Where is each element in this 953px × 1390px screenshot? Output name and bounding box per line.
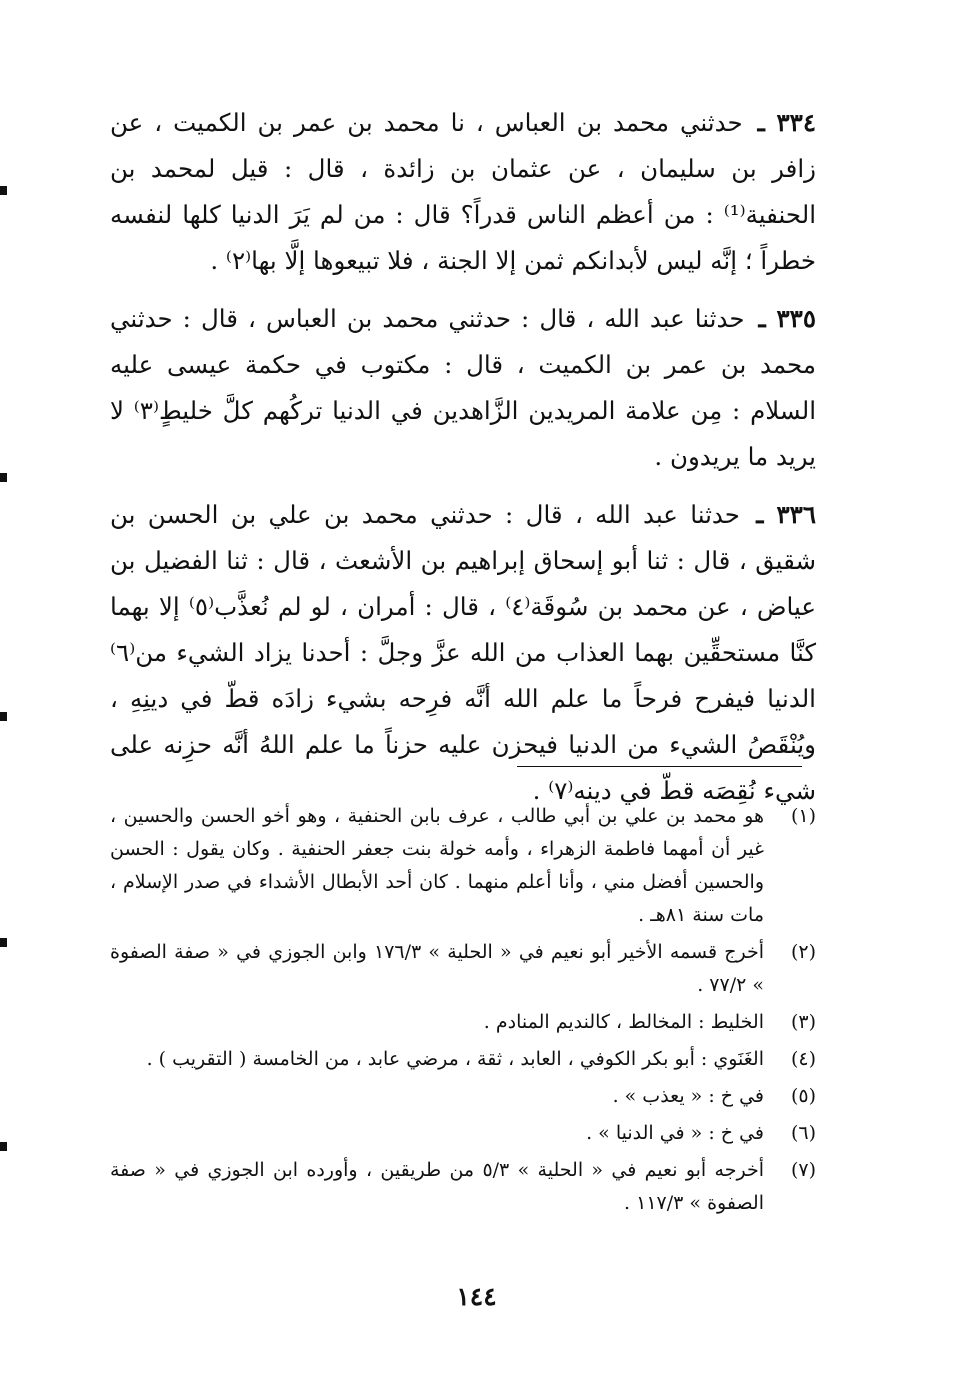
paragraph-text: حدثني محمد بن العباس ، نا محمد بن عمر بن الكميت ، عن زافر بن سليمان ، عن عثمان بن زائدة ، قال : قيل لمحمد بن الحنفية⁽¹⁾ : من أعظم الناس قدراً؟ قال : من لم يَرَ الدنيا كلها لنفسه خطراً ؛ إنَّه ليس لأبدانكم ثمن إلا الجنة ، فلا تبيعوها إلَّا بها⁽٢⁾ . bbox=[110, 108, 816, 275]
footnote-separator bbox=[517, 766, 802, 767]
paragraph-text: حدثنا عبد الله ، قال : حدثني محمد بن العباس ، قال : حدثني محمد بن عمر بن الكميت ، قال : مكتوب في حكمة عيسى عليه السلام : مِن علامة المريدين الزَّاهدين في الدنيا تركُهم كلَّ خليطٍ⁽٣⁾ لا يريد ما يريدون . bbox=[110, 304, 816, 471]
footnote-2 bbox=[110, 936, 816, 1002]
footnote-mark: (٤) bbox=[790, 1048, 816, 1070]
footnote-text: في خ : « في الدنيا » . bbox=[586, 1122, 764, 1144]
scan-mark bbox=[0, 1142, 7, 1151]
footnote-5 bbox=[110, 1080, 816, 1113]
scan-mark bbox=[0, 712, 7, 721]
footnote-7 bbox=[110, 1154, 816, 1220]
footnote-text: هو محمد بن علي بن أبي طالب ، عرف بابن الحنفية ، وهو أخو الحسن والحسين ، غير أن أمهما فاطمة الزهراء ، وأمه خولة بنت جعفر الحنفية . وكان يقول : الحسن والحسين أفضل مني ، وأنا أعلم منهما . كان أحد الأبطال الأشداء في صدر الإسلام ، مات سنة ٨١هـ . bbox=[110, 805, 764, 926]
footnote-mark: (٦) bbox=[790, 1122, 816, 1144]
footnote-mark: (٣) bbox=[790, 1011, 816, 1033]
paragraph-number: ٣٣٥ ـ bbox=[758, 304, 816, 333]
footnote-1 bbox=[110, 800, 816, 932]
scan-mark bbox=[0, 473, 7, 482]
footnotes bbox=[110, 800, 816, 1224]
footnote-3 bbox=[110, 1006, 816, 1039]
footnote-text: أخرجه أبو نعيم في « الحلية » ٥/٣ من طريقين ، وأورده ابن الجوزي في « صفة الصفوة » ١١٧/٣ . bbox=[110, 1159, 764, 1214]
paragraph-334 bbox=[110, 100, 816, 284]
footnote-mark: (٧) bbox=[790, 1159, 816, 1181]
main-text bbox=[110, 100, 816, 826]
scan-mark bbox=[0, 186, 7, 195]
footnote-mark: (٥) bbox=[790, 1085, 816, 1107]
scan-mark bbox=[0, 938, 7, 947]
footnote-text: أخرج قسمه الأخير أبو نعيم في « الحلية » ١٧٦/٣ وابن الجوزي في « صفة الصفوة » ٧٧/٢ . bbox=[110, 941, 764, 996]
footnote-mark: (٢) bbox=[790, 941, 816, 963]
paragraph-number: ٣٣٦ ـ bbox=[756, 500, 816, 529]
footnote-text: الخليط : المخالط ، كالنديم المنادم . bbox=[483, 1011, 764, 1033]
footnote-6 bbox=[110, 1117, 816, 1150]
footnote-4 bbox=[110, 1043, 816, 1076]
footnote-text: الغَنَوي : أبو بكر الكوفي ، العابد ، ثقة ، مرضي عابد ، من الخامسة ( التقريب ) . bbox=[146, 1048, 764, 1070]
footnote-mark: (١) bbox=[790, 805, 816, 827]
paragraph-number: ٣٣٤ ـ bbox=[757, 108, 816, 137]
page-number: ١٤٤ bbox=[456, 1282, 497, 1311]
paragraph-text: حدثنا عبد الله ، قال : حدثني محمد بن علي بن الحسن بن شقيق ، قال : ثنا أبو إسحاق إبراهيم بن الأشعث ، قال : ثنا الفضيل بن عياض ، عن محمد بن سُوقَة⁽٤⁾ ، قال : أمران ، لو لم نُعذَّب⁽٥⁾ إلا بهما كنَّا مستحقِّين بهما العذاب من الله عزَّ وجلَّ : أحدنا يزاد الشيء من⁽٦⁾ الدنيا فيفرح فرحاً ما علم الله أنَّه فرِحه بشيء زادَه قطّ في دينِهِ ، ويُنْقَصُ الشيء من الدنيا فيحزن عليه حزناً ما علم اللهُ أنَّه حزِنه على شيء نُقِصَه قطّ في دينه⁽٧⁾ . bbox=[110, 500, 816, 805]
footnote-text: في خ : « يعذب » . bbox=[612, 1085, 764, 1107]
paragraph-335 bbox=[110, 296, 816, 480]
